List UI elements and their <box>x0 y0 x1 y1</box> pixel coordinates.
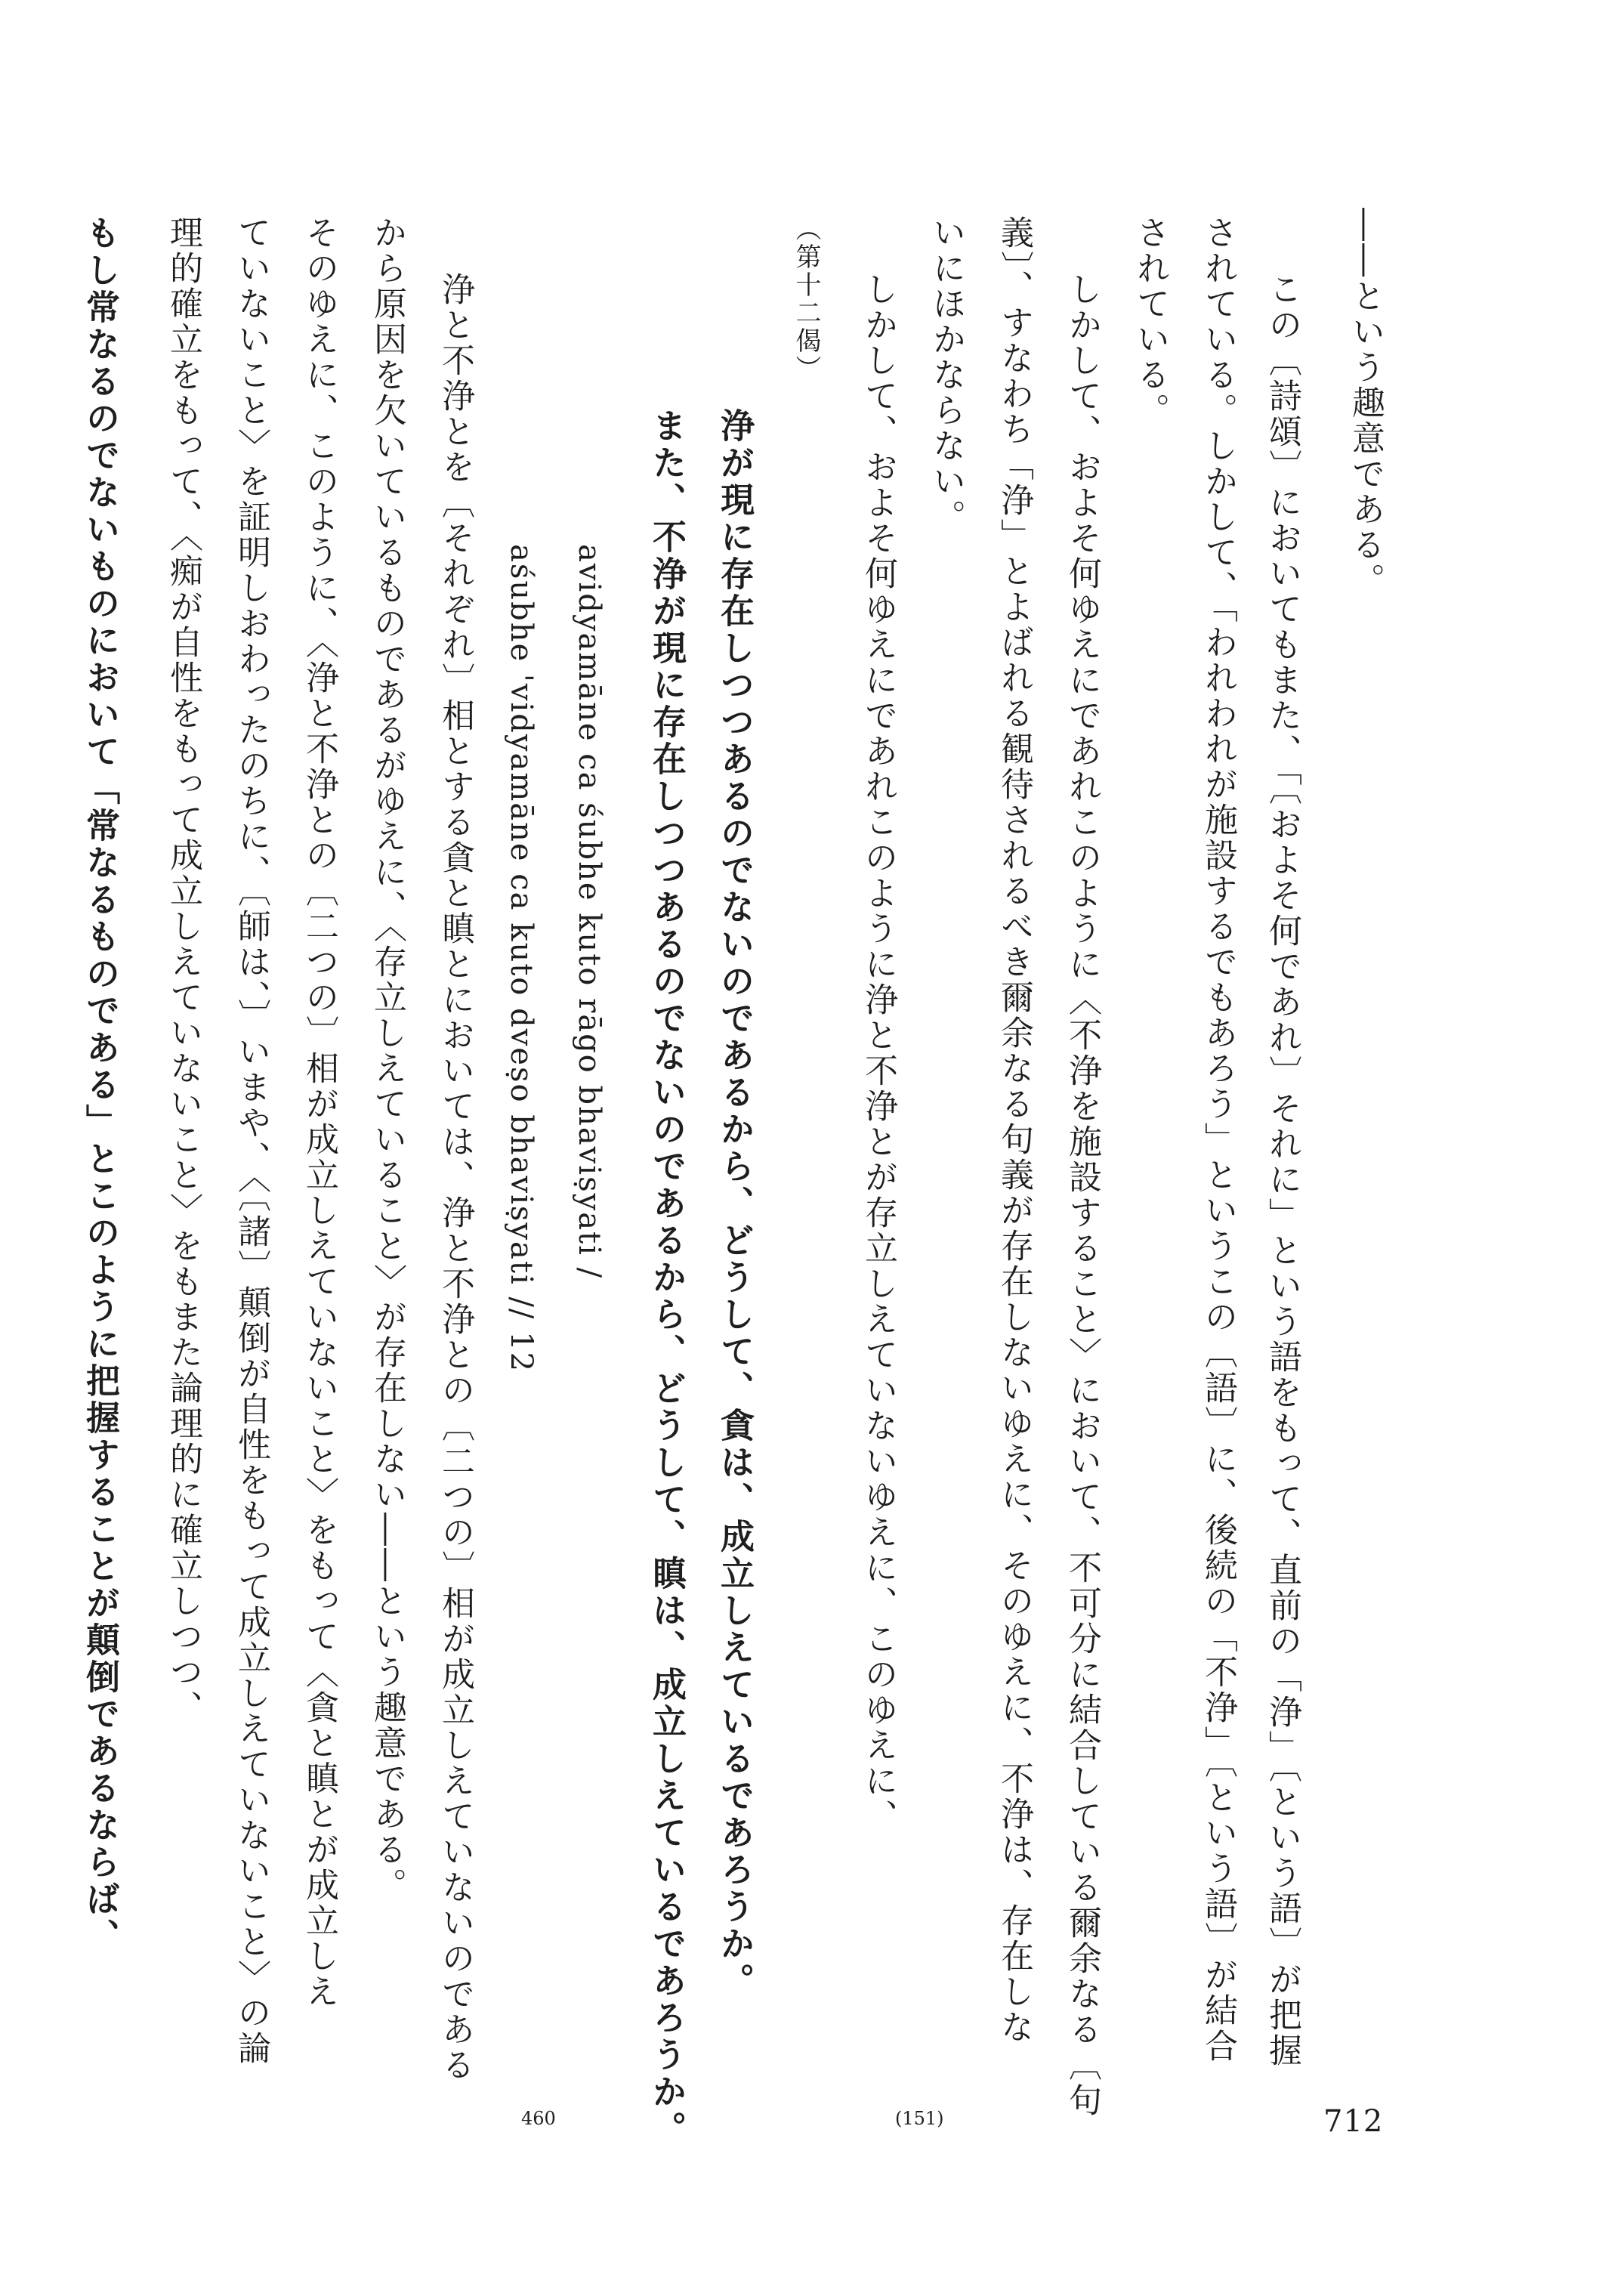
text-column: また、不浄が現に存在しつつあるのでないのであるから、どうして、瞋は、成立しえているであろうか。 <box>647 408 687 2148</box>
text-column: avidyamāne ca śubhe kuto rāgo bhaviṣyati / <box>572 544 607 1280</box>
text-column: 理的確立をもって、〈痴が自性をもって成立しえていないこと〉をもまた論理的に確立しつつ、 <box>164 215 202 1726</box>
text-column: この〔詩頌〕においてもまた、「〔およそ何であれ〕それに」という語をもって、直前の「浄」〔という語〕が把握 <box>1263 272 1301 2069</box>
text-column: いにほかならない。 <box>927 215 965 535</box>
page-number: 712 <box>1323 2104 1384 2139</box>
text-column: もし常なるのでないものにおいて「常なるものである」とこのように把握することが顛倒であるならば、 <box>80 215 120 1955</box>
text-column: から原因を欠いているものであるがゆえに、〈存立しえていること〉が存在しない――という趣意である。 <box>368 215 406 1903</box>
text-column: しかして、およそ何ゆえにであれこのように〈不浄を施設すること〉において、不可分に結合している爾余なる〔句 <box>1063 272 1101 2118</box>
text-column: されている。しかして、「われわれが施設するでもあろう」というこの〔語〕に、後続の「不浄」〔という語〕が結合 <box>1199 215 1237 2064</box>
text-column: そのゆえに、このように、〈浄と不浄との〔二つの〕相が成立しえていないこと〉をもって〈貪と瞋とが成立しえ <box>300 215 338 2010</box>
text-column: 浄と不浄とを〔それぞれ〕相とする貪と瞋とにおいては、浄と不浄との〔二つの〕相が成立しえていないのである <box>436 272 474 2083</box>
margin-mark-460: 460 <box>521 2108 556 2129</box>
text-column: aśubhe 'vidyamāne ca kuto dveṣo bhaviṣyati // 12 <box>504 544 539 1374</box>
text-column: 浄が現に存在しつつあるのでないのであるから、どうして、貪は、成立しえているであろうか。 <box>715 408 755 2000</box>
text-column: されている。 <box>1131 215 1169 428</box>
text-column: ――という趣意である。 <box>1346 208 1385 598</box>
text-column: ていないこと〉を証明しおわったのちに、〔師は、〕いまや、〈〔諸〕顛倒が自性をもって成立しえていないこと〉の論 <box>232 215 270 2066</box>
text-column: 義〕、すなわち「浄」とよばれる観待されるべき爾余なる句義が存在しないゆえに、そのゆえに、不浄は、存在しな <box>995 215 1033 2045</box>
margin-mark-151: (151) <box>895 2108 944 2129</box>
text-column: （第十二偈） <box>791 215 821 383</box>
text-column: しかして、およそ何ゆえにであれこのように浄と不浄とが存立しえていないゆえに、このゆえに、 <box>859 272 897 1834</box>
